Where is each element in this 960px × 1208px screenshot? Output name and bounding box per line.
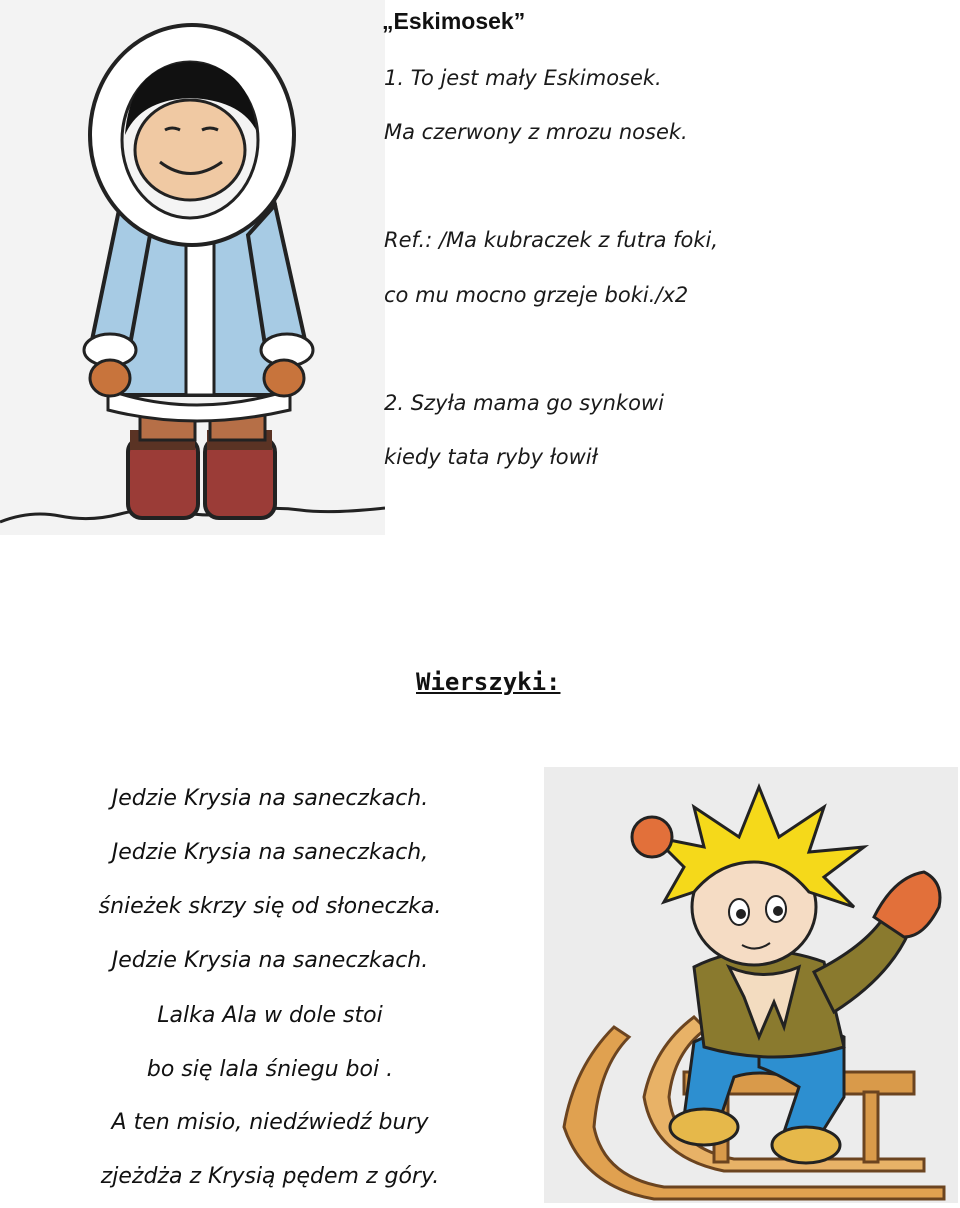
song-refrain-line: Ref.: /Ma kubraczek z futra foki,: [384, 228, 719, 252]
sled-illustration: [544, 767, 958, 1203]
poem-line: śnieżek skrzy się od słoneczka.: [98, 894, 442, 919]
song-line: kiedy tata ryby łowił: [384, 445, 598, 469]
poem-line: A ten misio, niedźwiedź bury: [111, 1110, 429, 1135]
song-line: 2. Szyła mama go synkowi: [384, 391, 664, 415]
poems-heading: Wierszyki:: [416, 668, 561, 696]
song-line: 1. To jest mały Eskimosek.: [384, 66, 662, 90]
poem-line: zjeżdża z Krysią pędem z góry.: [100, 1164, 440, 1189]
poem-line: Jedzie Krysia na saneczkach.: [111, 786, 429, 811]
song-refrain-line: co mu mocno grzeje boki./x2: [384, 283, 689, 307]
poem-line: Jedzie Krysia na saneczkach,: [111, 840, 429, 865]
poem-line: bo się lala śniegu boi .: [146, 1057, 394, 1082]
eskimo-illustration: [0, 0, 385, 535]
song-title: „Eskimosek”: [382, 8, 526, 34]
poem-line: Lalka Ala w dole stoi: [157, 1003, 383, 1028]
song-line: Ma czerwony z mrozu nosek.: [384, 120, 688, 144]
poem-line: Jedzie Krysia na saneczkach.: [111, 948, 429, 973]
